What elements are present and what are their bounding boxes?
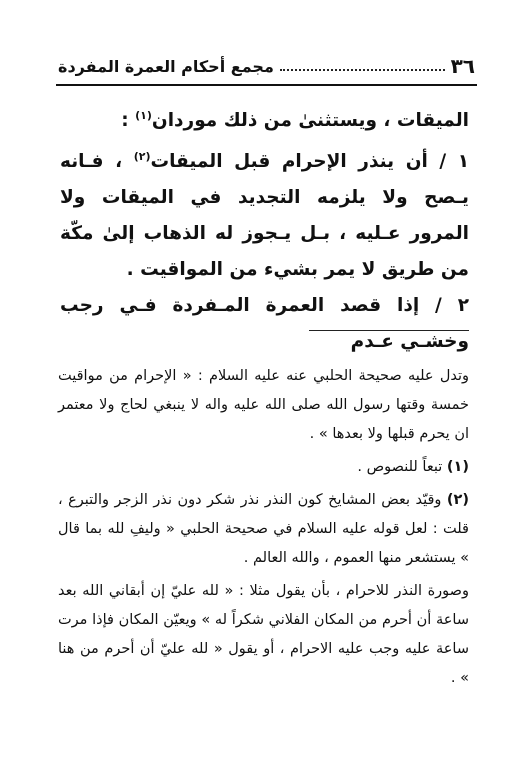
main-text bbox=[60, 98, 469, 360]
footnote-2 bbox=[58, 486, 469, 573]
footnote-paragraph-3: وصورة النذر للاحرام ، بأن يقول مثلا : « لله عليّ إن أبقاني الله بعد ساعة أن أحرم من المكان الفلاني شكراً له » ويعيّن المكان فإذا مرت ساعة عليه وجب عليه الاحرام ، أو يقول « لله عليّ أن أحرم من هنا » . bbox=[58, 583, 469, 686]
header-rule bbox=[56, 84, 477, 86]
item-1-text-b: ، فـانه يـصح ولا يلزمه التجديد في الميقات ولا المرور عـليه ، بـل يـجوز له الذهاب إلىٰ مكّة من طريق لا يمر بشيء من المواقيت . bbox=[60, 151, 469, 281]
footnotes bbox=[58, 362, 469, 697]
page-number: ٣٦ bbox=[450, 54, 475, 78]
intro-end: : bbox=[121, 110, 136, 132]
book-title: مجمع أحكام العمرة المفردة bbox=[58, 56, 274, 76]
running-header bbox=[58, 52, 475, 80]
footnote-1-number: (١) bbox=[446, 459, 469, 475]
item-1-text-a: ١ / أن ينذر الإحرام قبل الميقات bbox=[150, 151, 469, 173]
footnote-separator bbox=[309, 330, 469, 331]
footnote-ref-1: (١) bbox=[135, 109, 152, 122]
intro-paragraph bbox=[60, 98, 469, 139]
intro-text: الميقات ، ويستثنىٰ من ذلك موردان bbox=[151, 110, 469, 132]
item-2-paragraph: ٢ / إذا قصد العمرة المـفردة فـي رجب وخشـي عـدم bbox=[60, 295, 469, 353]
header-leader-dots bbox=[280, 69, 445, 71]
item-1-paragraph bbox=[60, 139, 469, 288]
footnote-ref-2: (٢) bbox=[133, 150, 151, 164]
footnote-2-text: وقيّد بعض المشايخ كون النذر نذر شكر دون نذر الزجر والتبرع ، قلت : لعل قوله عليه السلام في صحيحة الحلبي « وليفِ لله بما قال » يستشعر منها العموم ، والله العالم . bbox=[58, 492, 469, 566]
footnote-carryover: وتدل عليه صحيحة الحلبي عنه عليه السلام : « الإحرام من مواقيت خمسة وقتها رسول الله صلى الله عليه واله لا ينبغي لحاج ولا معتمر ان يحرم قبلها ولا بعدها » . bbox=[58, 368, 469, 442]
footnote-2-number: (٢) bbox=[446, 492, 469, 508]
footnote-1-text: تبعاً للنصوص . bbox=[357, 459, 447, 475]
footnote-1 bbox=[58, 453, 469, 482]
